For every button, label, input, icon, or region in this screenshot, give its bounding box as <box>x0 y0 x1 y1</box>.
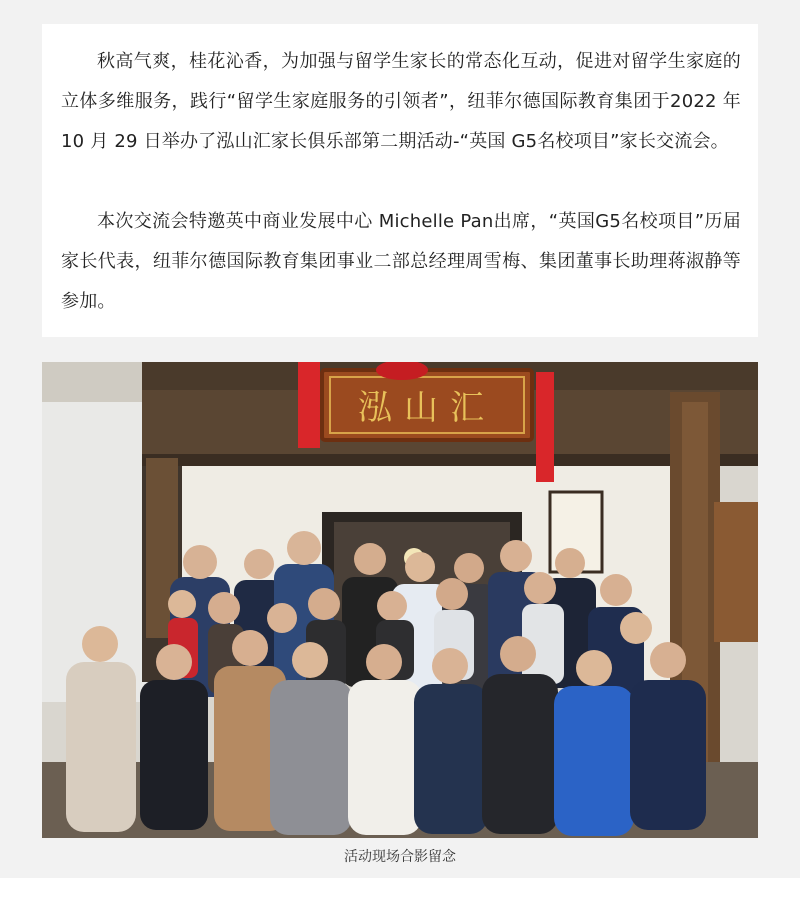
article-paragraph-1: 秋高气爽，桂花沁香，为加强与留学生家长的常态化互动，促进对留学生家庭的立体多维服务，践行“留学生家庭服务的引领者”，纽菲尔德国际教育集团于2022 年 10 月 29 日举办了泓山汇家长俱乐部第二期活动-“英国 G5名校项目”家长交流会。 <box>61 51 741 152</box>
photo-caption: 活动现场合影留念 <box>344 849 456 865</box>
group-photo <box>42 362 758 838</box>
plaque-text: 泓山汇 <box>358 388 496 428</box>
text-card <box>42 24 758 337</box>
article-paragraph-2: 本次交流会特邀英中商业发展中心 Michelle Pan出席，“英国G5名校项目”历届家长代表，纽菲尔德国际教育集团事业二部总经理周雪梅、集团董事长助理蒋淑静等参加。 <box>61 211 741 312</box>
